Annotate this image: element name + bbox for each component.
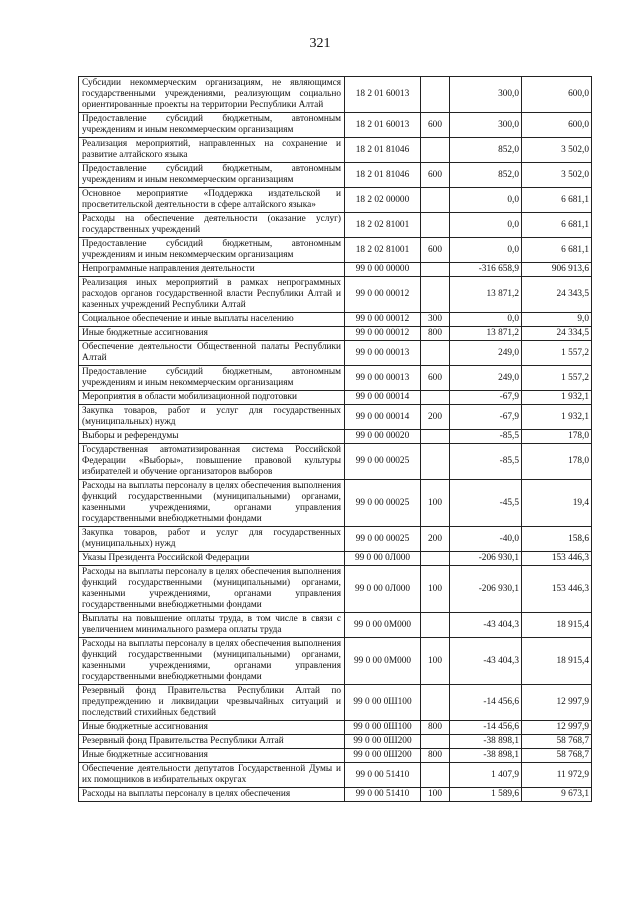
row-name-cell: Закупка товаров, работ и услуг для государственных (муниципальных) нужд (79, 405, 345, 430)
row-code-cell: 99 0 00 00014 (345, 405, 421, 430)
row-name-cell: Иные бюджетные ассигнования (79, 721, 345, 735)
row-amount-total-cell: 24 334,5 (522, 327, 592, 341)
row-expense-type-cell (421, 341, 450, 366)
row-name-cell: Резервный фонд Правительства Республики Алтай (79, 735, 345, 749)
row-code-cell: 99 0 00 00012 (345, 277, 421, 313)
table-row (79, 313, 592, 327)
row-name-cell: Мероприятия в области мобилизационной подготовки (79, 391, 345, 405)
row-amount-total-cell: 18 915,4 (522, 613, 592, 638)
table-row (79, 638, 592, 685)
table-row (79, 188, 592, 213)
row-expense-type-cell (421, 213, 450, 238)
table-row (79, 566, 592, 613)
row-code-cell: 99 0 00 00025 (345, 444, 421, 480)
row-amount-change-cell: -40,0 (450, 527, 522, 552)
row-amount-change-cell: -206 930,1 (450, 566, 522, 613)
row-name-cell: Расходы на обеспечение деятельности (оказание услуг) государственных учреждений (79, 213, 345, 238)
row-expense-type-cell (421, 444, 450, 480)
row-amount-total-cell: 906 913,6 (522, 263, 592, 277)
table-row (79, 163, 592, 188)
row-expense-type-cell (421, 552, 450, 566)
row-amount-change-cell: 300,0 (450, 113, 522, 138)
row-name-cell: Реализация мероприятий, направленных на сохранение и развитие алтайского языка (79, 138, 345, 163)
row-name-cell: Предоставление субсидий бюджетным, автономным учреждениям и иным некоммерческим организациям (79, 238, 345, 263)
row-name-cell: Выборы и референдумы (79, 430, 345, 444)
row-expense-type-cell (421, 77, 450, 113)
row-amount-change-cell: 300,0 (450, 77, 522, 113)
row-name-cell: Выплаты на повышение оплаты труда, в том числе в связи с увеличением минимального размера оплаты труда (79, 613, 345, 638)
row-expense-type-cell (421, 391, 450, 405)
row-amount-total-cell: 1 932,1 (522, 391, 592, 405)
row-amount-change-cell: -14 456,6 (450, 685, 522, 721)
row-code-cell: 18 2 01 81046 (345, 138, 421, 163)
row-code-cell: 99 0 00 0Ш200 (345, 749, 421, 763)
row-code-cell: 99 0 00 00013 (345, 366, 421, 391)
row-name-cell: Закупка товаров, работ и услуг для государственных (муниципальных) нужд (79, 527, 345, 552)
row-amount-change-cell: -67,9 (450, 391, 522, 405)
row-amount-total-cell: 9 673,1 (522, 788, 592, 802)
row-expense-type-cell: 100 (421, 480, 450, 527)
table-row (79, 113, 592, 138)
row-name-cell: Расходы на выплаты персоналу в целях обеспечения выполнения функций государственными (муниципальными) органами, казенными учреждениями, органами управления государственными внебюджетными фондами (79, 638, 345, 685)
row-amount-change-cell: -38 898,1 (450, 735, 522, 749)
table-row (79, 721, 592, 735)
row-amount-total-cell: 3 502,0 (522, 138, 592, 163)
row-amount-change-cell: 852,0 (450, 163, 522, 188)
table-row (79, 138, 592, 163)
row-code-cell: 99 0 00 00000 (345, 263, 421, 277)
row-name-cell: Реализация иных мероприятий в рамках непрограммных расходов органов государственной власти Республики Алтай и казенных учреждений Республики Алтай (79, 277, 345, 313)
row-amount-total-cell: 1 932,1 (522, 405, 592, 430)
row-code-cell: 18 2 01 60013 (345, 77, 421, 113)
row-expense-type-cell (421, 685, 450, 721)
row-name-cell: Предоставление субсидий бюджетным, автономным учреждениям и иным некоммерческим организациям (79, 163, 345, 188)
row-amount-total-cell: 158,6 (522, 527, 592, 552)
row-name-cell: Расходы на выплаты персоналу в целях обеспечения выполнения функций государственными (муниципальными) органами, казенными учреждениями, органами управления государственными внебюджетными фондами (79, 566, 345, 613)
row-amount-total-cell: 6 681,1 (522, 213, 592, 238)
row-amount-total-cell: 153 446,3 (522, 552, 592, 566)
row-expense-type-cell: 600 (421, 113, 450, 138)
row-code-cell: 18 2 02 00000 (345, 188, 421, 213)
row-amount-change-cell: -43 404,3 (450, 638, 522, 685)
table-row (79, 213, 592, 238)
budget-table (78, 76, 592, 802)
row-name-cell: Предоставление субсидий бюджетным, автономным учреждениям и иным некоммерческим организациям (79, 366, 345, 391)
row-amount-total-cell: 178,0 (522, 444, 592, 480)
row-expense-type-cell: 100 (421, 566, 450, 613)
row-amount-total-cell: 600,0 (522, 77, 592, 113)
row-code-cell: 18 2 01 60013 (345, 113, 421, 138)
row-amount-total-cell: 12 997,9 (522, 721, 592, 735)
table-row (79, 263, 592, 277)
row-amount-total-cell: 1 557,2 (522, 366, 592, 391)
row-amount-change-cell: 1 407,9 (450, 763, 522, 788)
row-amount-change-cell: 0,0 (450, 238, 522, 263)
table-row (79, 77, 592, 113)
row-amount-change-cell: 1 589,6 (450, 788, 522, 802)
row-expense-type-cell (421, 263, 450, 277)
table-row (79, 277, 592, 313)
row-amount-change-cell: -316 658,9 (450, 263, 522, 277)
table-row (79, 444, 592, 480)
row-expense-type-cell: 600 (421, 366, 450, 391)
row-code-cell: 99 0 00 51410 (345, 763, 421, 788)
row-name-cell: Основное мероприятие «Поддержка издательской и просветительской деятельности в сфере алтайского языка» (79, 188, 345, 213)
row-expense-type-cell: 300 (421, 313, 450, 327)
row-amount-change-cell: 13 871,2 (450, 327, 522, 341)
table-row (79, 749, 592, 763)
row-amount-change-cell: -45,5 (450, 480, 522, 527)
row-amount-change-cell: -14 456,6 (450, 721, 522, 735)
row-code-cell: 99 0 00 00012 (345, 327, 421, 341)
row-expense-type-cell: 800 (421, 327, 450, 341)
row-amount-change-cell: 0,0 (450, 313, 522, 327)
row-expense-type-cell: 800 (421, 749, 450, 763)
row-amount-total-cell: 6 681,1 (522, 238, 592, 263)
table-row (79, 763, 592, 788)
row-code-cell: 99 0 00 00014 (345, 391, 421, 405)
row-amount-total-cell: 178,0 (522, 430, 592, 444)
row-code-cell: 99 0 00 00025 (345, 527, 421, 552)
row-expense-type-cell: 800 (421, 721, 450, 735)
table-row (79, 480, 592, 527)
row-name-cell: Расходы на выплаты персоналу в целях обеспечения (79, 788, 345, 802)
row-amount-change-cell: -67,9 (450, 405, 522, 430)
row-amount-total-cell: 24 343,5 (522, 277, 592, 313)
row-name-cell: Социальное обеспечение и иные выплаты населению (79, 313, 345, 327)
row-expense-type-cell: 200 (421, 527, 450, 552)
row-expense-type-cell (421, 735, 450, 749)
row-name-cell: Предоставление субсидий бюджетным, автономным учреждениям и иным некоммерческим организациям (79, 113, 345, 138)
row-amount-change-cell: 249,0 (450, 366, 522, 391)
table-row (79, 341, 592, 366)
row-amount-total-cell: 1 557,2 (522, 341, 592, 366)
budget-table-body (79, 77, 592, 802)
row-amount-total-cell: 58 768,7 (522, 749, 592, 763)
row-code-cell: 99 0 00 0Ш100 (345, 721, 421, 735)
row-code-cell: 99 0 00 0Ш200 (345, 735, 421, 749)
table-row (79, 552, 592, 566)
row-expense-type-cell (421, 613, 450, 638)
row-amount-change-cell: 0,0 (450, 188, 522, 213)
row-code-cell: 18 2 02 81001 (345, 238, 421, 263)
row-amount-change-cell: 249,0 (450, 341, 522, 366)
row-code-cell: 99 0 00 0М000 (345, 638, 421, 685)
row-amount-change-cell: -43 404,3 (450, 613, 522, 638)
row-expense-type-cell: 100 (421, 788, 450, 802)
row-code-cell: 99 0 00 0М000 (345, 613, 421, 638)
row-expense-type-cell (421, 277, 450, 313)
row-expense-type-cell (421, 763, 450, 788)
row-name-cell: Субсидии некоммерческим организациям, не являющимся государственными учреждениями, реализующим социально ориентированные проекты на территории Республики Алтай (79, 77, 345, 113)
page-number: 321 (309, 36, 331, 51)
row-code-cell: 99 0 00 00012 (345, 313, 421, 327)
table-row (79, 788, 592, 802)
row-name-cell: Иные бюджетные ассигнования (79, 327, 345, 341)
row-amount-change-cell: -206 930,1 (450, 552, 522, 566)
row-amount-total-cell: 18 915,4 (522, 638, 592, 685)
row-expense-type-cell: 600 (421, 238, 450, 263)
table-row (79, 238, 592, 263)
row-amount-change-cell: 0,0 (450, 213, 522, 238)
row-expense-type-cell (421, 138, 450, 163)
row-name-cell: Указы Президента Российской Федерации (79, 552, 345, 566)
row-code-cell: 99 0 00 00020 (345, 430, 421, 444)
row-expense-type-cell: 100 (421, 638, 450, 685)
table-row (79, 613, 592, 638)
row-amount-total-cell: 12 997,9 (522, 685, 592, 721)
row-code-cell: 99 0 00 0Л000 (345, 552, 421, 566)
row-code-cell: 99 0 00 00013 (345, 341, 421, 366)
row-name-cell: Расходы на выплаты персоналу в целях обеспечения выполнения функций государственными (муниципальными) органами, казенными учреждениями, органами управления государственными внебюджетными фондами (79, 480, 345, 527)
row-expense-type-cell (421, 430, 450, 444)
row-amount-total-cell: 9,0 (522, 313, 592, 327)
row-amount-total-cell: 11 972,9 (522, 763, 592, 788)
row-amount-total-cell: 3 502,0 (522, 163, 592, 188)
row-expense-type-cell: 200 (421, 405, 450, 430)
row-name-cell: Обеспечение деятельности Общественной палаты Республики Алтай (79, 341, 345, 366)
row-amount-total-cell: 58 768,7 (522, 735, 592, 749)
table-row (79, 366, 592, 391)
row-name-cell: Резервный фонд Правительства Республики Алтай по предупреждению и ликвидации чрезвычайных ситуаций и последствий стихийных бедствий (79, 685, 345, 721)
table-row (79, 735, 592, 749)
table-row (79, 685, 592, 721)
row-code-cell: 18 2 02 81001 (345, 213, 421, 238)
row-code-cell: 99 0 00 0Л000 (345, 566, 421, 613)
row-name-cell: Непрограммные направления деятельности (79, 263, 345, 277)
table-row (79, 391, 592, 405)
row-expense-type-cell: 600 (421, 163, 450, 188)
row-code-cell: 99 0 00 00025 (345, 480, 421, 527)
table-row (79, 327, 592, 341)
row-code-cell: 18 2 01 81046 (345, 163, 421, 188)
row-amount-total-cell: 6 681,1 (522, 188, 592, 213)
row-expense-type-cell (421, 188, 450, 213)
row-amount-total-cell: 19,4 (522, 480, 592, 527)
row-code-cell: 99 0 00 51410 (345, 788, 421, 802)
row-amount-change-cell: -85,5 (450, 444, 522, 480)
row-code-cell: 99 0 00 0Ш100 (345, 685, 421, 721)
table-row (79, 430, 592, 444)
row-amount-total-cell: 600,0 (522, 113, 592, 138)
row-name-cell: Обеспечение деятельности депутатов Государственной Думы и их помощников в избирательных округах (79, 763, 345, 788)
row-name-cell: Государственная автоматизированная система Российской Федерации «Выборы», повышение правовой культуры избирателей и обучение организаторов выборов (79, 444, 345, 480)
table-row (79, 527, 592, 552)
row-amount-change-cell: -85,5 (450, 430, 522, 444)
row-name-cell: Иные бюджетные ассигнования (79, 749, 345, 763)
row-amount-change-cell: 13 871,2 (450, 277, 522, 313)
row-amount-change-cell: -38 898,1 (450, 749, 522, 763)
row-amount-change-cell: 852,0 (450, 138, 522, 163)
table-row (79, 405, 592, 430)
row-amount-total-cell: 153 446,3 (522, 566, 592, 613)
